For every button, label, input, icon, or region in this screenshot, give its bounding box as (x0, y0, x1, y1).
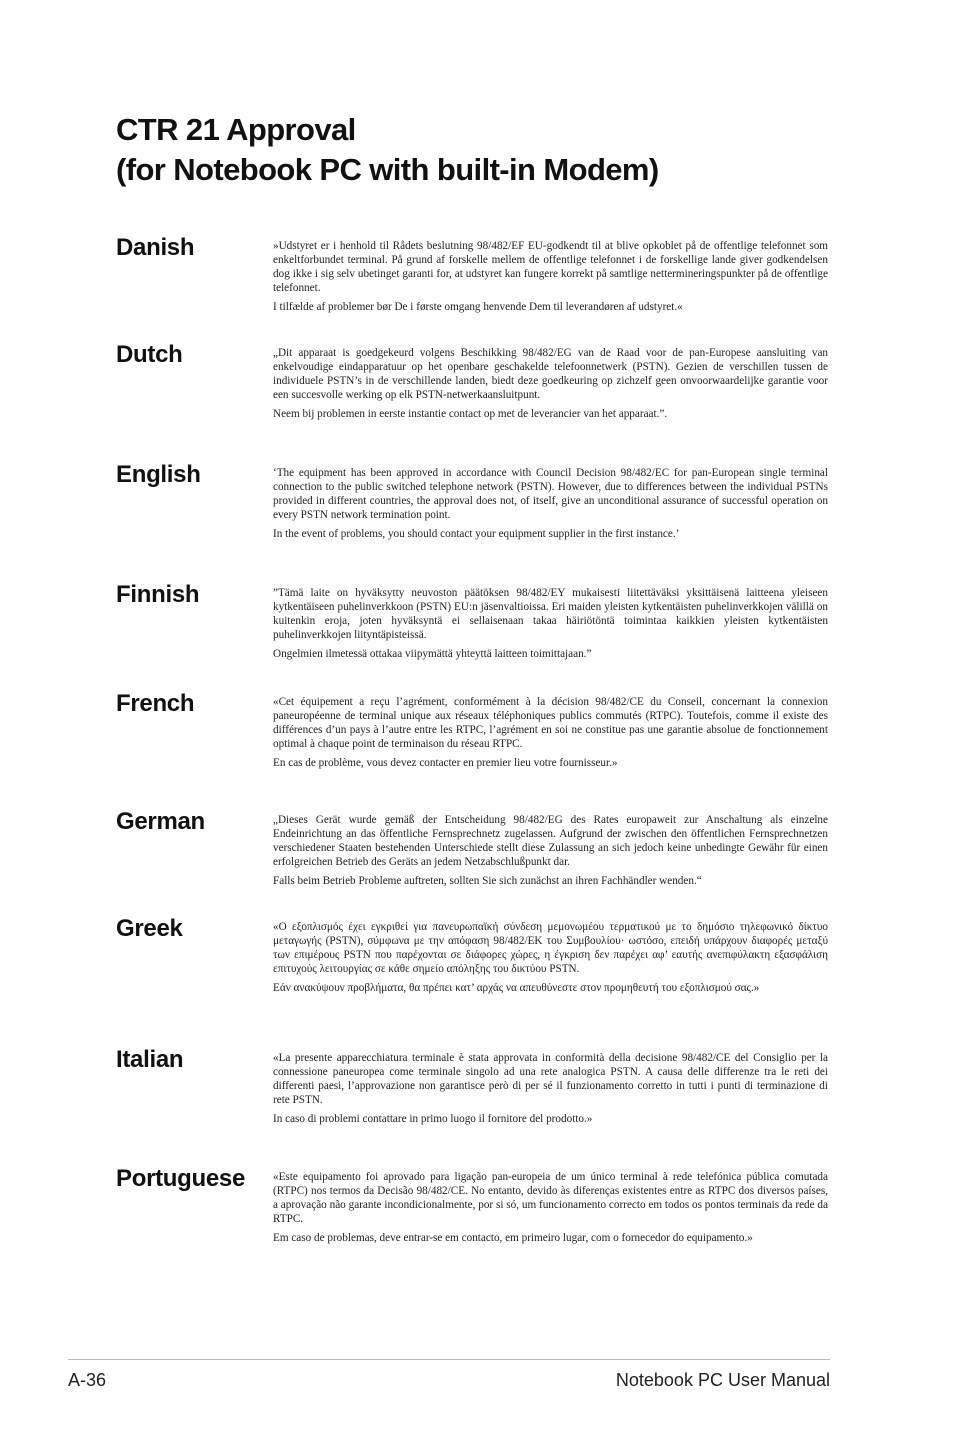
section-paragraph: In the event of problems, you should contact your equipment supplier in the first instance.’ (273, 528, 680, 541)
section-paragraph: Em caso de problemas, deve entrar-se em contacto, em primeiro lugar, com o fornecedor do equipamento.» (273, 1232, 753, 1245)
section-paragraph: «Ο εξοπλισμός έχει εγκριθεί για πανευρωπαϊκή σύνδεση μεμονωμέου τερματικού με το δημόσιο τηλεφωνικό δίκτυο μεταγωγής (PSTN), σύμφωνα με την απόφαση 98/482/ΕΚ του Συμβουλίου· ωστόσο, επειδή υπάρχουν διαφορές μεταξύ των επιμέρους PSTN που παρέχονται σε διάφορες χώρες, η έγκριση δεν παρέχει αφ’ εαυτής ανεπιφύλακτη εξασφάλιση επιτυχούς λειτουργίας σε κάθε σημείο απόληξης του δικτύου PSTN. (273, 921, 828, 976)
footer-divider (68, 1359, 830, 1360)
section-body (273, 239, 828, 319)
section-paragraph: »Udstyret er i henhold til Rådets beslutning 98/482/EF EU-godkendt til at blive opkoblet på de offentlige telefonnet som enkeltforbundet terminal. På grund af forskelle mellem de offentlige telefonnet i de forskellige lande giver godkendelsen dog ikke i sig selv ubetinget garanti for, at udstyret kan fungere korrekt på samtlige nettermineringspunkter på de offentlige telefonnet. (273, 240, 828, 295)
language-heading: Italian (116, 1046, 184, 1073)
section-paragraph: «Este equipamento foi aprovado para ligação pan-europeia de um único terminal à rede telefónica pública comutada (RTPC) nos termos da Decisão 98/482/CE. No entanto, devido às diferenças existentes entre as RTPC dos diversos países, a aprovação não garante incondicionalmente, por si só, um funcionamento correcto em todos os pontos terminais da rede da RTPC. (273, 1171, 828, 1226)
language-heading: Greek (116, 915, 183, 942)
section-paragraph: ‘The equipment has been approved in accordance with Council Decision 98/482/EC for pan-European single terminal connection to the public switched telephone network (PSTN). However, due to differences between the individual PSTNs provided in different countries, the approval does not, of itself, give an unconditional assurance of successful operation on every PSTN network termination point. (273, 467, 828, 522)
manual-title: Notebook PC User Manual (615, 1370, 830, 1390)
section-paragraph: Falls beim Betrieb Probleme auftreten, sollten Sie sich zunächst an ihren Fachhändler wenden.“ (273, 875, 702, 888)
section-body (273, 1170, 828, 1250)
language-heading: Finnish (116, 581, 200, 608)
language-heading: Dutch (116, 341, 183, 368)
section-body (273, 466, 828, 546)
section-body (273, 813, 828, 893)
section-body (273, 346, 828, 426)
language-heading: French (116, 690, 195, 717)
language-heading: Danish (116, 234, 195, 261)
section-body (273, 920, 828, 1000)
language-heading: Portuguese (116, 1165, 246, 1192)
section-body (273, 695, 828, 775)
page-number: A-36 (68, 1370, 107, 1390)
section-paragraph: Neem bij problemen in eerste instantie contact op met de leverancier van het apparaat.”. (273, 408, 668, 421)
page-title (116, 110, 659, 190)
section-paragraph: En cas de problème, vous devez contacter en premier lieu votre fournisseur.» (273, 757, 618, 770)
section-paragraph: I tilfælde af problemer bør De i første omgang henvende Dem til leverandøren af udstyret.« (273, 301, 683, 314)
page-title-line-1: CTR 21 Approval (116, 112, 356, 147)
section-paragraph: «Cet équipement a reçu l’agrément, conformément à la décision 98/482/CE du Conseil, concernant la connexion paneuropéenne de terminal unique aux réseaux téléphoniques publics commutés (RTPC). Toutefois, comme il existe des différences d’un pays à l’autre entre les RTPC, l’agrément en soi ne constitue pas une garantie absolue de fonctionnement optimal à chaque point de terminaison du réseau RTPC. (273, 696, 828, 751)
section-paragraph: «La presente apparecchiatura terminale è stata approvata in conformità della decisione 98/482/CE del Consiglio per la connessione paneuropea come terminale singolo ad una rete analogica PSTN. A causa delle differenze tra le reti dei differenti paesi, l’approvazione non garantisce però di per sé il funzionamento corretto in tutti i punti di terminazione di rete PSTN. (273, 1052, 828, 1107)
language-heading: English (116, 461, 201, 488)
section-paragraph: Εάν ανακύψουν προβλήματα, θα πρέπει κατ’ αρχάς να απευθύνεστε στον προμηθευτή του εξοπλισμού σας.» (273, 982, 760, 995)
section-paragraph: Ongelmien ilmetessä ottakaa viipymättä yhteyttä laitteen toimittajaan.” (273, 648, 592, 661)
section-paragraph: In caso di problemi contattare in primo luogo il fornitore del prodotto.» (273, 1113, 593, 1126)
section-paragraph: „Dit apparaat is goedgekeurd volgens Beschikking 98/482/EG van de Raad voor de pan-Europese aansluiting van enkelvoudige eindapparatuur op het openbare geschakelde telefoonnetwerk (PSTN). Gezien de verschillen tussen de individuele PSTN’s in de verschillende landen, biedt deze goedkeuring op zichzelf geen onvoorwaardelijke garantie voor een succesvolle werking op elk PSTN-netwerkaansluitpunt. (273, 347, 828, 402)
language-heading: German (116, 808, 205, 835)
section-paragraph: „Dieses Gerät wurde gemäß der Entscheidung 98/482/EG des Rates europaweit zur Anschaltung als einzelne Endeinrichtung an das öffentliche Fernsprechnetz zugelassen. Aufgrund der zwischen den öffentlichen Fernsprechnetzen verschiedener Staaten bestehenden Unterschiede stellt diese Zulassung an sich jedoch keine unbedingte Gewähr für einen erfolgreichen Betrieb des Geräts an jedem Netzabschlußpunkt dar. (273, 814, 828, 869)
section-body (273, 1051, 828, 1131)
page-title-line-2: (for Notebook PC with built-in Modem) (116, 152, 659, 187)
section-paragraph: ”Tämä laite on hyväksytty neuvoston päätöksen 98/482/EY mukaisesti liitettäväksi yksittäisenä laitteena yleiseen kytkentäiseen puhelinverkkoon (PSTN) EU:n jäsenvaltioissa. Eri maiden yleisten kytkentäisten puhelinverkkojen välillä on kuitenkin eroja, joten hyväksyntä ei sellaisenaan takaa häiriötöntä toimintaa kaikkien yleisten kytkentäisten puhelinverkkojen liityntäpisteissä. (273, 587, 828, 642)
section-body (273, 586, 828, 666)
